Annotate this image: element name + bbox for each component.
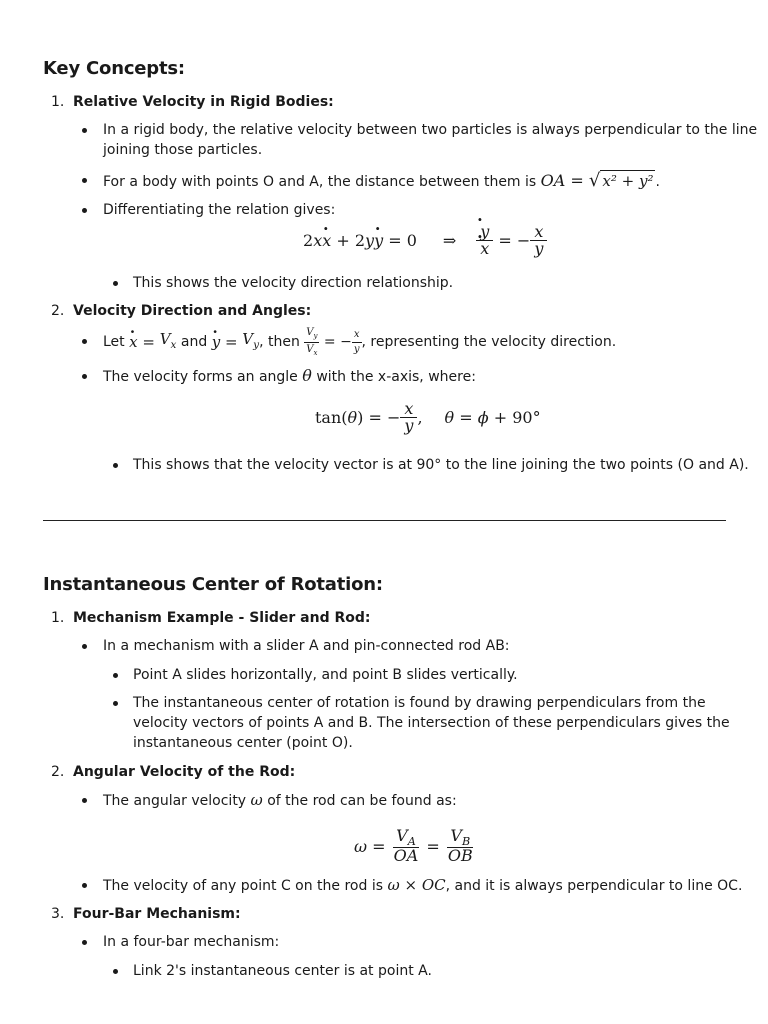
sub-bullet-dot [113, 281, 118, 286]
bullet-dot [82, 178, 87, 183]
bullet-text: In a four-bar mechanism: [103, 934, 280, 950]
equation-differentiation: 2 x x . + 2 y y . = 0 ⇒ $\frac{y .}{x}$ . = − $\frac{x}{y}$ [303, 218, 547, 262]
sqrt-radicand: x² + y² [602, 172, 654, 190]
item-heading-angular-velocity: Angular Velocity of the Rod: [73, 764, 296, 780]
bullet-text: In a mechanism with a slider A and pin-connected rod AB: [103, 638, 510, 654]
sub-bullet-dot [113, 673, 118, 678]
bullet-dot [82, 644, 87, 649]
sub-bullet-text: velocity vectors of points A and B. The intersection of these perpendiculars gives the [133, 715, 730, 731]
equation-omega: ω = $\frac{V_A}{OA}$ = $\frac{V_B}{OB}$ [354, 825, 473, 866]
bullet-dot [82, 208, 87, 213]
section-title-key-concepts: Key Concepts: [43, 58, 185, 79]
sub-bullet-dot [113, 701, 118, 706]
bullet-dot [82, 374, 87, 379]
bullet-dot [82, 339, 87, 344]
sub-bullet-text: The instantaneous center of rotation is found by drawing perpendiculars from the [133, 695, 706, 711]
item-heading-four-bar: Four-Bar Mechanism: [73, 906, 241, 922]
bullet-text-let: Let x . = $V_x$ and y . = $V_y$ , then $\frac{V_y}{V_x}$ = − $\frac{x}{y}$ , representing the velocity direction. [103, 328, 616, 356]
sub-bullet-text: This shows that the velocity vector is at 90° to the line joining the two points (O and A). [133, 457, 749, 473]
list-number: 1. [51, 94, 65, 110]
list-number: 3. [51, 906, 65, 922]
sub-bullet-text: This shows the velocity direction relationship. [133, 275, 454, 291]
bullet-text: In a rigid body, the relative velocity between two particles is always perpendicular to the line [103, 122, 758, 138]
oa-formula: OA = [540, 171, 589, 190]
section-divider [43, 520, 726, 521]
sqrt-sign: √ [588, 170, 601, 191]
bullet-dot [82, 883, 87, 888]
equation-tan-theta: tan( θ ) = − $\frac{x}{y}$ , θ = ϕ + 90° [315, 398, 541, 435]
list-number: 2. [51, 764, 65, 780]
section-title-instantaneous-center: Instantaneous Center of Rotation: [43, 574, 383, 595]
sub-bullet-dot [113, 463, 118, 468]
item-heading-mechanism-example: Mechanism Example - Slider and Rod: [73, 610, 371, 626]
sub-bullet-text: instantaneous center (point O). [133, 735, 353, 751]
bullet-text-angle: The velocity forms an angle θ with the x-axis, where: [103, 366, 476, 385]
bullet-text-distance: For a body with points O and A, the distance between them is OA = √ x² + y² . [103, 170, 660, 191]
bullet-text: Differentiating the relation gives: [103, 202, 336, 218]
bullet-text-omega: The angular velocity ω of the rod can be found as: [103, 791, 457, 809]
bullet-dot [82, 128, 87, 133]
bullet-text: joining those particles. [103, 142, 263, 158]
list-number: 1. [51, 610, 65, 626]
list-number: 2. [51, 303, 65, 319]
sub-bullet-dot [113, 969, 118, 974]
bullet-dot [82, 940, 87, 945]
item-heading-velocity-direction: Velocity Direction and Angles: [73, 303, 312, 319]
sub-bullet-text: Link 2's instantaneous center is at point A. [133, 963, 432, 979]
bullet-dot [82, 798, 87, 803]
bullet-text-point-c: The velocity of any point C on the rod is ω × OC, and it is always perpendicular to line OC. [103, 876, 743, 894]
sub-bullet-text: Point A slides horizontally, and point B slides vertically. [133, 667, 518, 683]
item-heading-relative-velocity: Relative Velocity in Rigid Bodies: [73, 94, 334, 110]
